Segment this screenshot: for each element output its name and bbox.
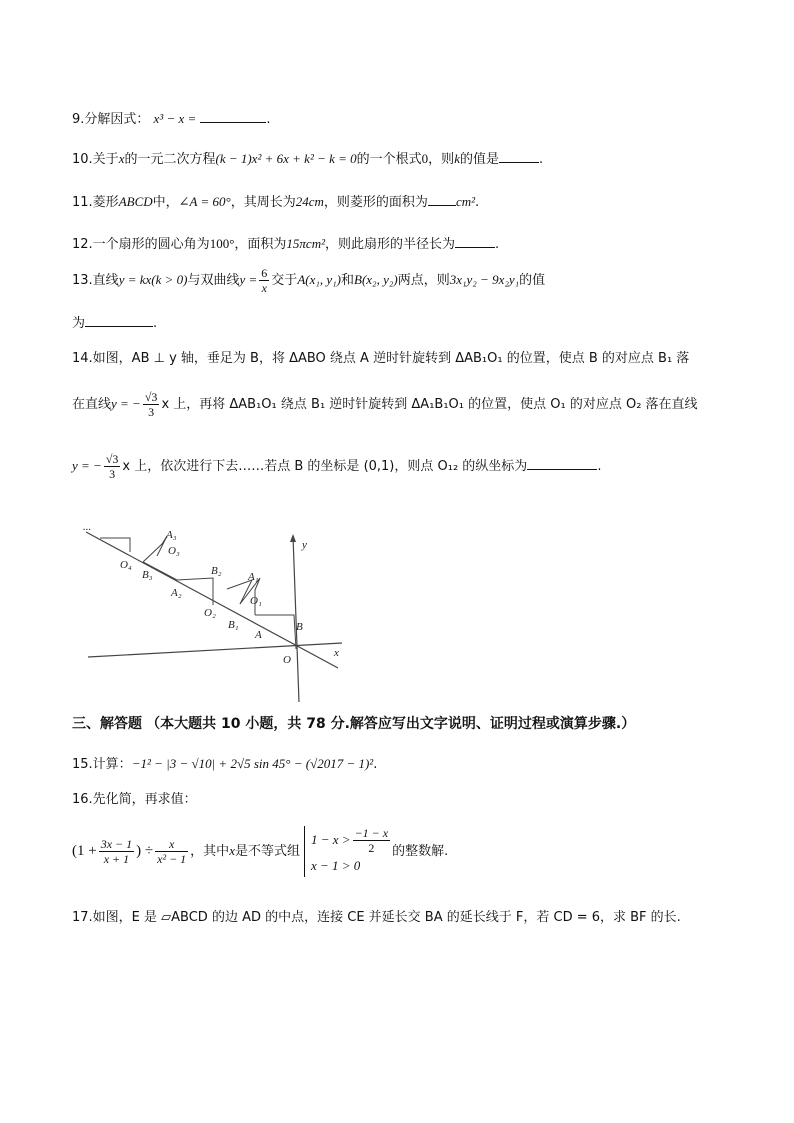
q16-ineq1-lhs: 1 − x > <box>310 832 351 847</box>
q10-text-4: 的值是 <box>459 152 499 167</box>
question-17 <box>72 906 681 925</box>
figure-label-a1: A₁ <box>248 571 259 583</box>
question-11 <box>72 191 479 210</box>
question-16-expr <box>72 826 448 877</box>
q15-end: . <box>373 757 378 772</box>
q14-end: . <box>597 459 602 474</box>
section-3-heading <box>72 713 635 733</box>
q14-line-lhs-2: y = − <box>72 458 102 473</box>
q14-answer-blank[interactable] <box>527 459 597 470</box>
q16-var-x: x <box>229 843 235 858</box>
q10-label: 10.关于 <box>72 152 119 167</box>
question-13 <box>72 266 545 295</box>
q11-shape: ABCD <box>118 194 153 209</box>
figure-label-o2: O₂ <box>204 607 216 619</box>
q11-unit: cm² <box>455 194 475 209</box>
q11-end: . <box>475 195 480 210</box>
q12-answer-blank[interactable] <box>455 237 495 248</box>
q10-var-x: x <box>118 151 125 166</box>
q11-text-1: 中， <box>152 195 179 210</box>
question-15 <box>72 753 377 772</box>
question-9 <box>72 108 271 127</box>
q13-point-a: A(x₁, y₁) <box>297 272 341 287</box>
q11-text-3: ，则菱形的面积为 <box>323 195 428 210</box>
q13-text-2: 交于 <box>271 273 298 288</box>
slanted-line <box>86 532 338 668</box>
q16-ineq1-num: −1 − x <box>354 826 389 840</box>
q16-frac1-den: x + 1 <box>103 852 130 866</box>
q16-text-1: ，其中 <box>190 844 230 859</box>
q14-fraction-1 <box>143 390 160 419</box>
q10-text-2: 的一个根式 <box>356 152 422 167</box>
q14-text-3b: x 上，依次进行下去……若点 B 的坐标是 (0,1)，则点 O₁₂ 的纵坐标为 <box>122 459 528 474</box>
question-12 <box>72 233 499 252</box>
figure-label-b3: B₃ <box>142 569 153 581</box>
question-16 <box>72 788 197 807</box>
q16-label: 16.先化简，再求值： <box>72 792 197 807</box>
q13-frac-num: 6 <box>261 266 268 280</box>
figure-label-a: A <box>255 629 262 641</box>
q16-frac2-den: x² − 1 <box>157 852 187 866</box>
question-10 <box>72 148 543 167</box>
figure-label-o4: O₄ <box>120 559 132 571</box>
figure-label-o1: O₁ <box>250 595 262 607</box>
q11-angle: ∠A = 60° <box>178 194 231 209</box>
q13-end: . <box>153 316 158 331</box>
q11-perimeter: 24cm <box>295 194 324 209</box>
figure-label-b: B <box>296 621 303 633</box>
q13-expr: 3x₁y₂ − 9x₂y₁ <box>449 272 520 287</box>
y-axis-arrow <box>290 534 296 542</box>
q9-answer-blank[interactable] <box>200 112 266 123</box>
q12-text-1: ，面积为 <box>234 237 287 252</box>
q14-line-lhs: y = − <box>111 396 141 411</box>
q12-text-2: ，则此扇形的半径长为 <box>324 237 455 252</box>
q13-text-6: 为 <box>72 316 86 331</box>
figure-label-b1: B₁ <box>228 619 239 631</box>
q13-answer-blank[interactable] <box>85 316 153 327</box>
q10-text-1: 的一元二次方程 <box>124 152 216 167</box>
q13-frac-den: x <box>261 281 267 295</box>
q13-label: 13.直线 <box>72 273 119 288</box>
question-14-line-1 <box>72 347 689 366</box>
section-3-title: 三、解答题 <box>72 716 142 732</box>
q16-text-2: 是不等式组 <box>234 844 300 859</box>
q13-fraction <box>259 266 269 295</box>
triangle-a3b3o3 <box>143 536 167 562</box>
q14-text-1: 14.如图，AB ⊥ y 轴，垂足为 B，将 ΔABO 绕点 A 逆时针旋转到 ΔAB₁O₁ 的位置，使点 B 的对应点 B₁ 落 <box>72 351 690 366</box>
q13-line-eq: y = kx(k > 0) <box>118 272 188 287</box>
q16-frac2-num: x <box>155 837 188 852</box>
figure-label-o: O <box>283 654 291 666</box>
q12-angle: 100° <box>209 236 235 251</box>
figure-label-a2: A₂ <box>171 587 182 599</box>
q16-expr-b: ) ÷ <box>136 843 154 859</box>
q10-var-k: k <box>454 151 460 166</box>
q16-frac1-num: 3x − 1 <box>100 837 133 851</box>
q14-fraction-2 <box>104 452 121 481</box>
q11-text-2: ，其周长为 <box>230 195 296 210</box>
triangle-o4 <box>100 538 130 552</box>
q10-zero: 0 <box>421 151 429 166</box>
q16-end: 的整数解. <box>392 844 449 859</box>
figure-label-b2: B₂ <box>211 565 222 577</box>
q13-hyperbola-lhs: y = <box>239 272 258 287</box>
q16-ineq1-den: 2 <box>368 841 375 855</box>
q9-end: . <box>266 112 271 127</box>
q13-text-4: 两点，则 <box>397 273 450 288</box>
q10-expr: (k − 1)x² + 6x + k² − k = 0 <box>215 151 357 166</box>
q9-expr: x³ − x = <box>153 111 197 126</box>
q10-text-3: ，则 <box>428 152 455 167</box>
figure-label-y: y <box>302 539 307 551</box>
q12-area: 15πcm² <box>286 236 325 251</box>
q13-text-5: 的值 <box>519 273 546 288</box>
q13-text-3: 和 <box>341 273 355 288</box>
q13-point-b: B(x₂, y₂) <box>354 272 398 287</box>
figure-label-a3: A₃ <box>166 529 177 541</box>
question-13-line-2 <box>72 312 157 331</box>
question-14-line-2 <box>72 390 698 419</box>
q11-answer-blank[interactable] <box>428 195 456 206</box>
q16-frac-2 <box>155 837 188 866</box>
figure-label-x: x <box>334 647 339 659</box>
q10-answer-blank[interactable] <box>499 152 539 163</box>
q14-figure <box>80 518 350 704</box>
q17-text: 17.如图，E 是 ▱ABCD 的边 AD 的中点，连接 CE 并延长交 BA 的延长线于 F，若 CD = 6，求 BF 的长. <box>72 910 681 925</box>
q14-frac1-num: √3 <box>144 390 158 404</box>
q16-ineq-1 <box>311 826 392 855</box>
q12-end: . <box>495 237 500 252</box>
triangle-a1b1o1 <box>227 580 252 604</box>
section-3-desc: （本大题共 10 小题，共 78 分.解答应写出文字说明、证明过程或演算步骤.） <box>146 716 636 732</box>
q16-expr-a: (1 + <box>72 843 97 859</box>
q14-frac1-den: 3 <box>148 405 155 419</box>
q16-ineq-2: x − 1 > 0 <box>310 858 361 873</box>
q9-label: 9.分解因式： <box>72 112 150 127</box>
q16-ineq1-frac <box>353 826 391 855</box>
q13-text-1: 与双曲线 <box>187 273 240 288</box>
q10-end: . <box>538 152 544 167</box>
q16-frac-1 <box>99 837 134 866</box>
figure-label-dots: ... <box>83 521 92 533</box>
q12-label: 12.一个扇形的圆心角为 <box>72 237 210 252</box>
q11-label: 11.菱形 <box>72 195 119 210</box>
q16-inequality-system <box>304 826 392 877</box>
q14-frac2-den: 3 <box>109 467 116 481</box>
question-14-line-3 <box>72 452 601 481</box>
q14-text-2b: x 上，再将 ΔAB₁O₁ 绕点 B₁ 逆时针旋转到 ΔA₁B₁O₁ 的位置，使点 O₁ 的对应点 O₂ 落在直线 <box>161 397 698 412</box>
figure-label-o3: O₃ <box>168 545 180 557</box>
q14-text-2a: 在直线 <box>72 397 112 412</box>
q15-expr: −1² − |3 − √10| + 2√5 sin 45° − (√2017 − 1)² <box>131 756 374 771</box>
q14-frac2-num: √3 <box>105 452 119 466</box>
q15-label: 15.计算： <box>72 757 132 772</box>
